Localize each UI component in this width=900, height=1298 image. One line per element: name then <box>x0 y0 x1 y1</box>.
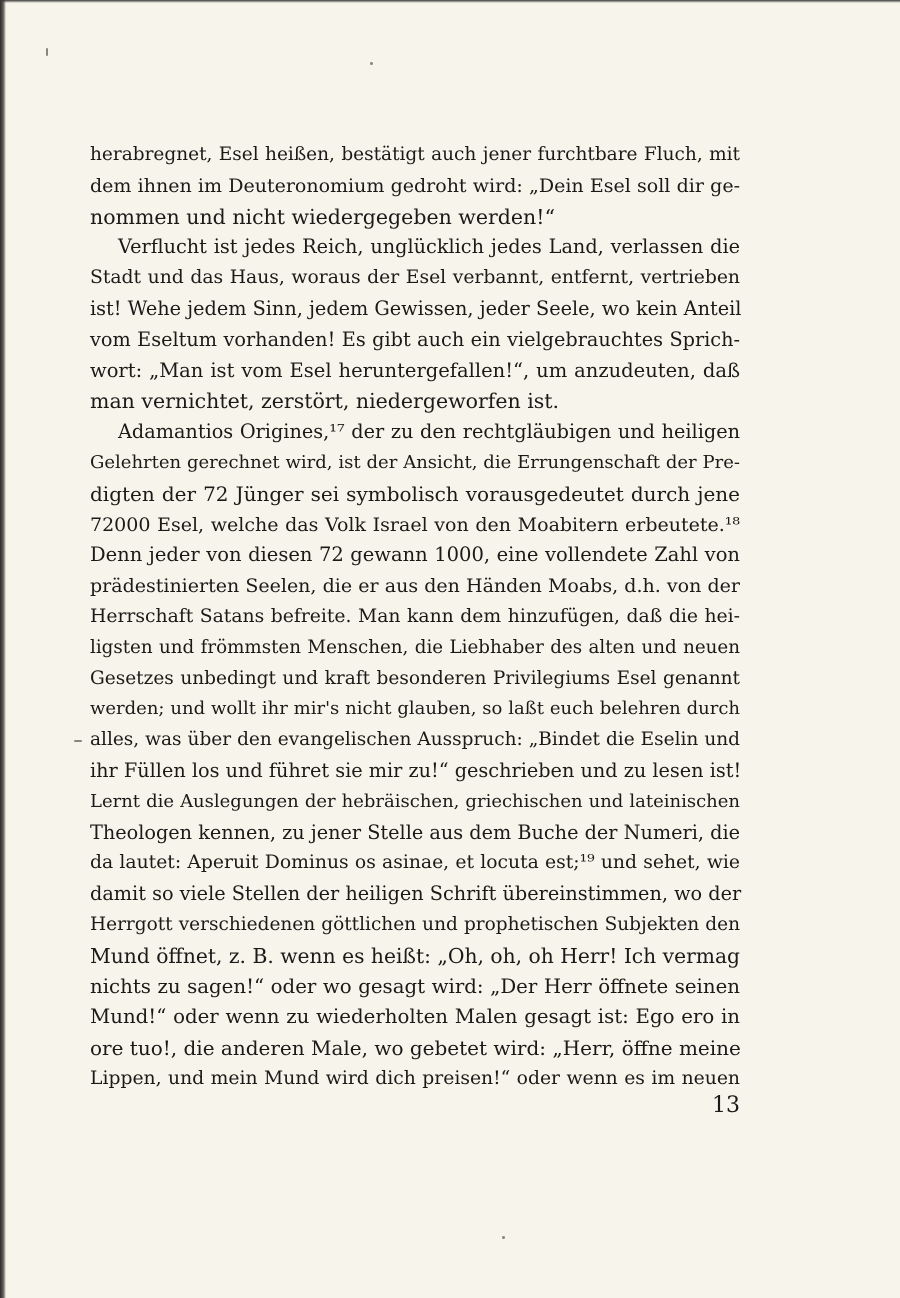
text-line: ihr Füllen los und führet sie mir zu!“ geschrieben und zu lesen ist! <box>90 758 742 782</box>
text-line: ore tuo!, die anderen Male, wo gebetet wird: „Herr, öffne meine <box>90 1036 741 1061</box>
text-line: alles, was über den evangelischen Ausspruch: „Bindet die Eselin und <box>90 729 740 751</box>
text-line: damit so viele Stellen der heiligen Schrift übereinstimmen, wo der <box>90 882 742 906</box>
page-number: 13 <box>712 1093 740 1118</box>
text-line: 72000 Esel, welche das Volk Israel von den Moabitern erbeutete.¹⁸ <box>90 513 740 536</box>
text-line: nichts zu sagen!“ oder wo gesagt wird: „Der Herr öffnete seinen <box>90 974 740 998</box>
text-line: herabregnet, Esel heißen, bestätigt auch jener furchtbare Fluch, mit <box>90 144 740 165</box>
paper-speck <box>370 62 373 65</box>
text-line: wort: „Man ist vom Esel heruntergefallen!“, um anzudeuten, daß <box>90 358 740 382</box>
text-line: ligsten und frömmsten Menschen, die Liebhaber des alten und neuen <box>90 636 740 658</box>
text-line: da lautet: Aperuit Dominus os asinae, et locuta est;¹⁹ und sehet, wie <box>90 852 740 874</box>
page-top-edge <box>0 0 900 3</box>
text-line: Gesetzes unbedingt und kraft besonderen Privilegiums Esel genannt <box>90 667 740 689</box>
text-line: werden; und wollt ihr mir's nicht glauben, so laßt euch belehren durch <box>90 698 740 720</box>
text-line: prädestinierten Seelen, die er aus den Händen Moabs, d.h. von der <box>90 575 740 598</box>
text-line: Lippen, und mein Mund wird dich preisen!“ oder wenn es im neuen <box>90 1067 740 1089</box>
text-line: Verflucht ist jedes Reich, unglücklich jedes Land, verlassen die <box>118 235 740 259</box>
body-text <box>90 140 740 1095</box>
paper-speck <box>74 740 82 742</box>
text-line: dem ihnen im Deuteronomium gedroht wird: „Dein Esel soll dir ge- <box>90 174 740 197</box>
paper-speck <box>502 1236 505 1239</box>
text-line: Stadt und das Haus, woraus der Esel verbannt, entfernt, vertrieben <box>90 267 740 289</box>
page-left-edge <box>0 0 6 1298</box>
text-line: Theologen kennen, zu jener Stelle aus dem Buche der Numeri, die <box>90 820 740 844</box>
text-line: nommen und nicht wiedergegeben werden!“ <box>90 204 555 229</box>
text-line: Gelehrten gerechnet wird, ist der Ansicht, die Errungenschaft der Pre- <box>90 451 740 473</box>
text-line: Adamantios Origines,¹⁷ der zu den rechtgläubigen und heiligen <box>118 420 740 444</box>
text-line: man vernichtet, zerstört, niedergeworfen ist. <box>90 389 560 414</box>
text-line: Herrschaft Satans befreite. Man kann dem hinzufügen, daß die hei- <box>90 605 740 627</box>
text-line: ist! Wehe jedem Sinn, jedem Gewissen, jeder Seele, wo kein Anteil <box>90 296 742 320</box>
text-line: Herrgott verschiedenen göttlichen und prophetischen Subjekten den <box>90 913 740 935</box>
text-line: Mund öffnet, z. B. wenn es heißt: „Oh, oh, oh Herr! Ich vermag <box>90 943 740 968</box>
text-line: vom Eseltum vorhanden! Es gibt auch ein vielgebrauchtes Sprich- <box>90 327 740 351</box>
text-line: Denn jeder von diesen 72 gewann 1000, eine vollendete Zahl von <box>90 543 740 567</box>
text-line: digten der 72 Jünger sei symbolisch vorausgedeutet durch jene <box>90 481 740 506</box>
text-line: Lernt die Auslegungen der hebräischen, griechischen und lateinischen <box>90 790 740 812</box>
paper-speck <box>46 48 48 56</box>
text-line: Mund!“ oder wenn zu wiederholten Malen gesagt ist: Ego ero in <box>90 1005 740 1029</box>
